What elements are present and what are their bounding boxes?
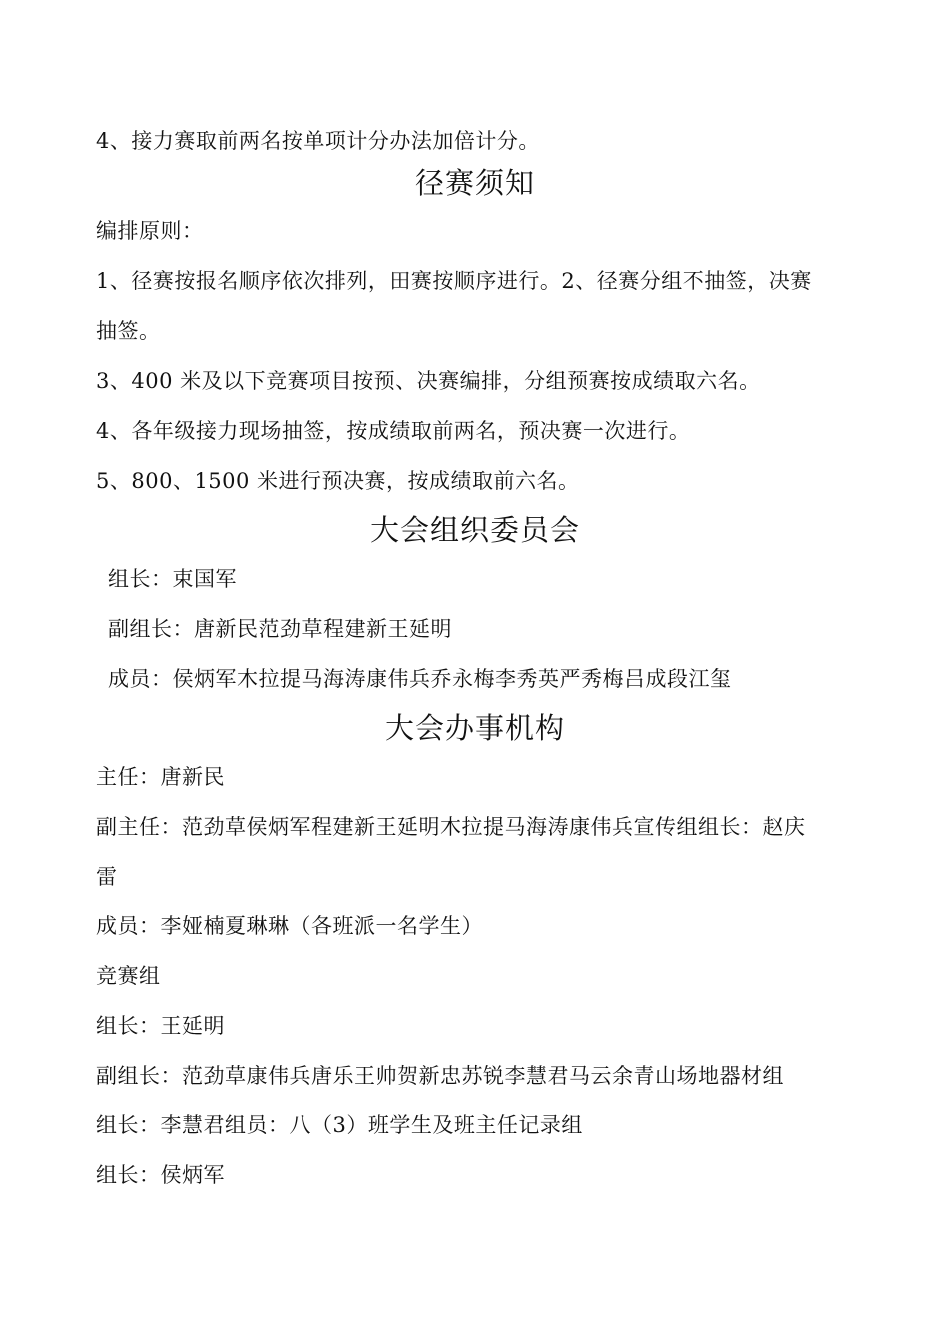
equipment-group-line: 组长：李慧君组员：八（3）班学生及班主任记录组 (96, 1113, 583, 1137)
rule-1-line-2: 抽签。 (96, 319, 161, 343)
records-group-leader: 组长：侯炳军 (96, 1163, 225, 1187)
scheduling-principles-label: 编排原则： (96, 219, 204, 243)
office-director: 主任：唐新民 (96, 765, 225, 789)
competition-group-leader: 组长：王延明 (96, 1014, 225, 1038)
rule-3: 3、400 米及以下竞赛项目按预、决赛编排，分组预赛按成绩取六名。 (96, 369, 761, 393)
committee-leader: 组长：束国军 (108, 567, 237, 591)
publicity-members: 成员：李娅楠夏琳琳（各班派一名学生） (96, 914, 483, 938)
section-heading-organizing-committee: 大会组织委员会 (369, 513, 580, 547)
section-heading-track-notice: 径赛须知 (414, 166, 535, 200)
rule-5: 5、800、1500 米进行预决赛，按成绩取前六名。 (96, 469, 580, 493)
competition-group-label: 竞赛组 (96, 964, 161, 988)
rule-4: 4、各年级接力现场抽签，按成绩取前两名，预决赛一次进行。 (96, 419, 691, 443)
committee-members: 成员：侯炳军木拉提马海涛康伟兵乔永梅李秀英严秀梅吕成段江玺 (108, 667, 732, 691)
rule-1-line-1: 1、径赛按报名顺序依次排列，田赛按顺序进行。2、径赛分组不抽签，决赛 (96, 269, 812, 293)
committee-deputy-leaders: 副组长：唐新民范劲草程建新王延明 (108, 617, 452, 641)
office-deputy-directors-line-1: 副主任：范劲草侯炳军程建新王延明木拉提马海涛康伟兵宣传组组长：赵庆 (96, 815, 806, 839)
relay-scoring-rule: 4、接力赛取前两名按单项计分办法加倍计分。 (96, 129, 540, 153)
office-deputy-directors-line-2: 雷 (96, 865, 118, 889)
section-heading-office: 大会办事机构 (384, 711, 565, 745)
competition-group-deputies: 副组长：范劲草康伟兵唐乐王帅贺新忠苏锐李慧君马云余青山场地器材组 (96, 1064, 784, 1088)
